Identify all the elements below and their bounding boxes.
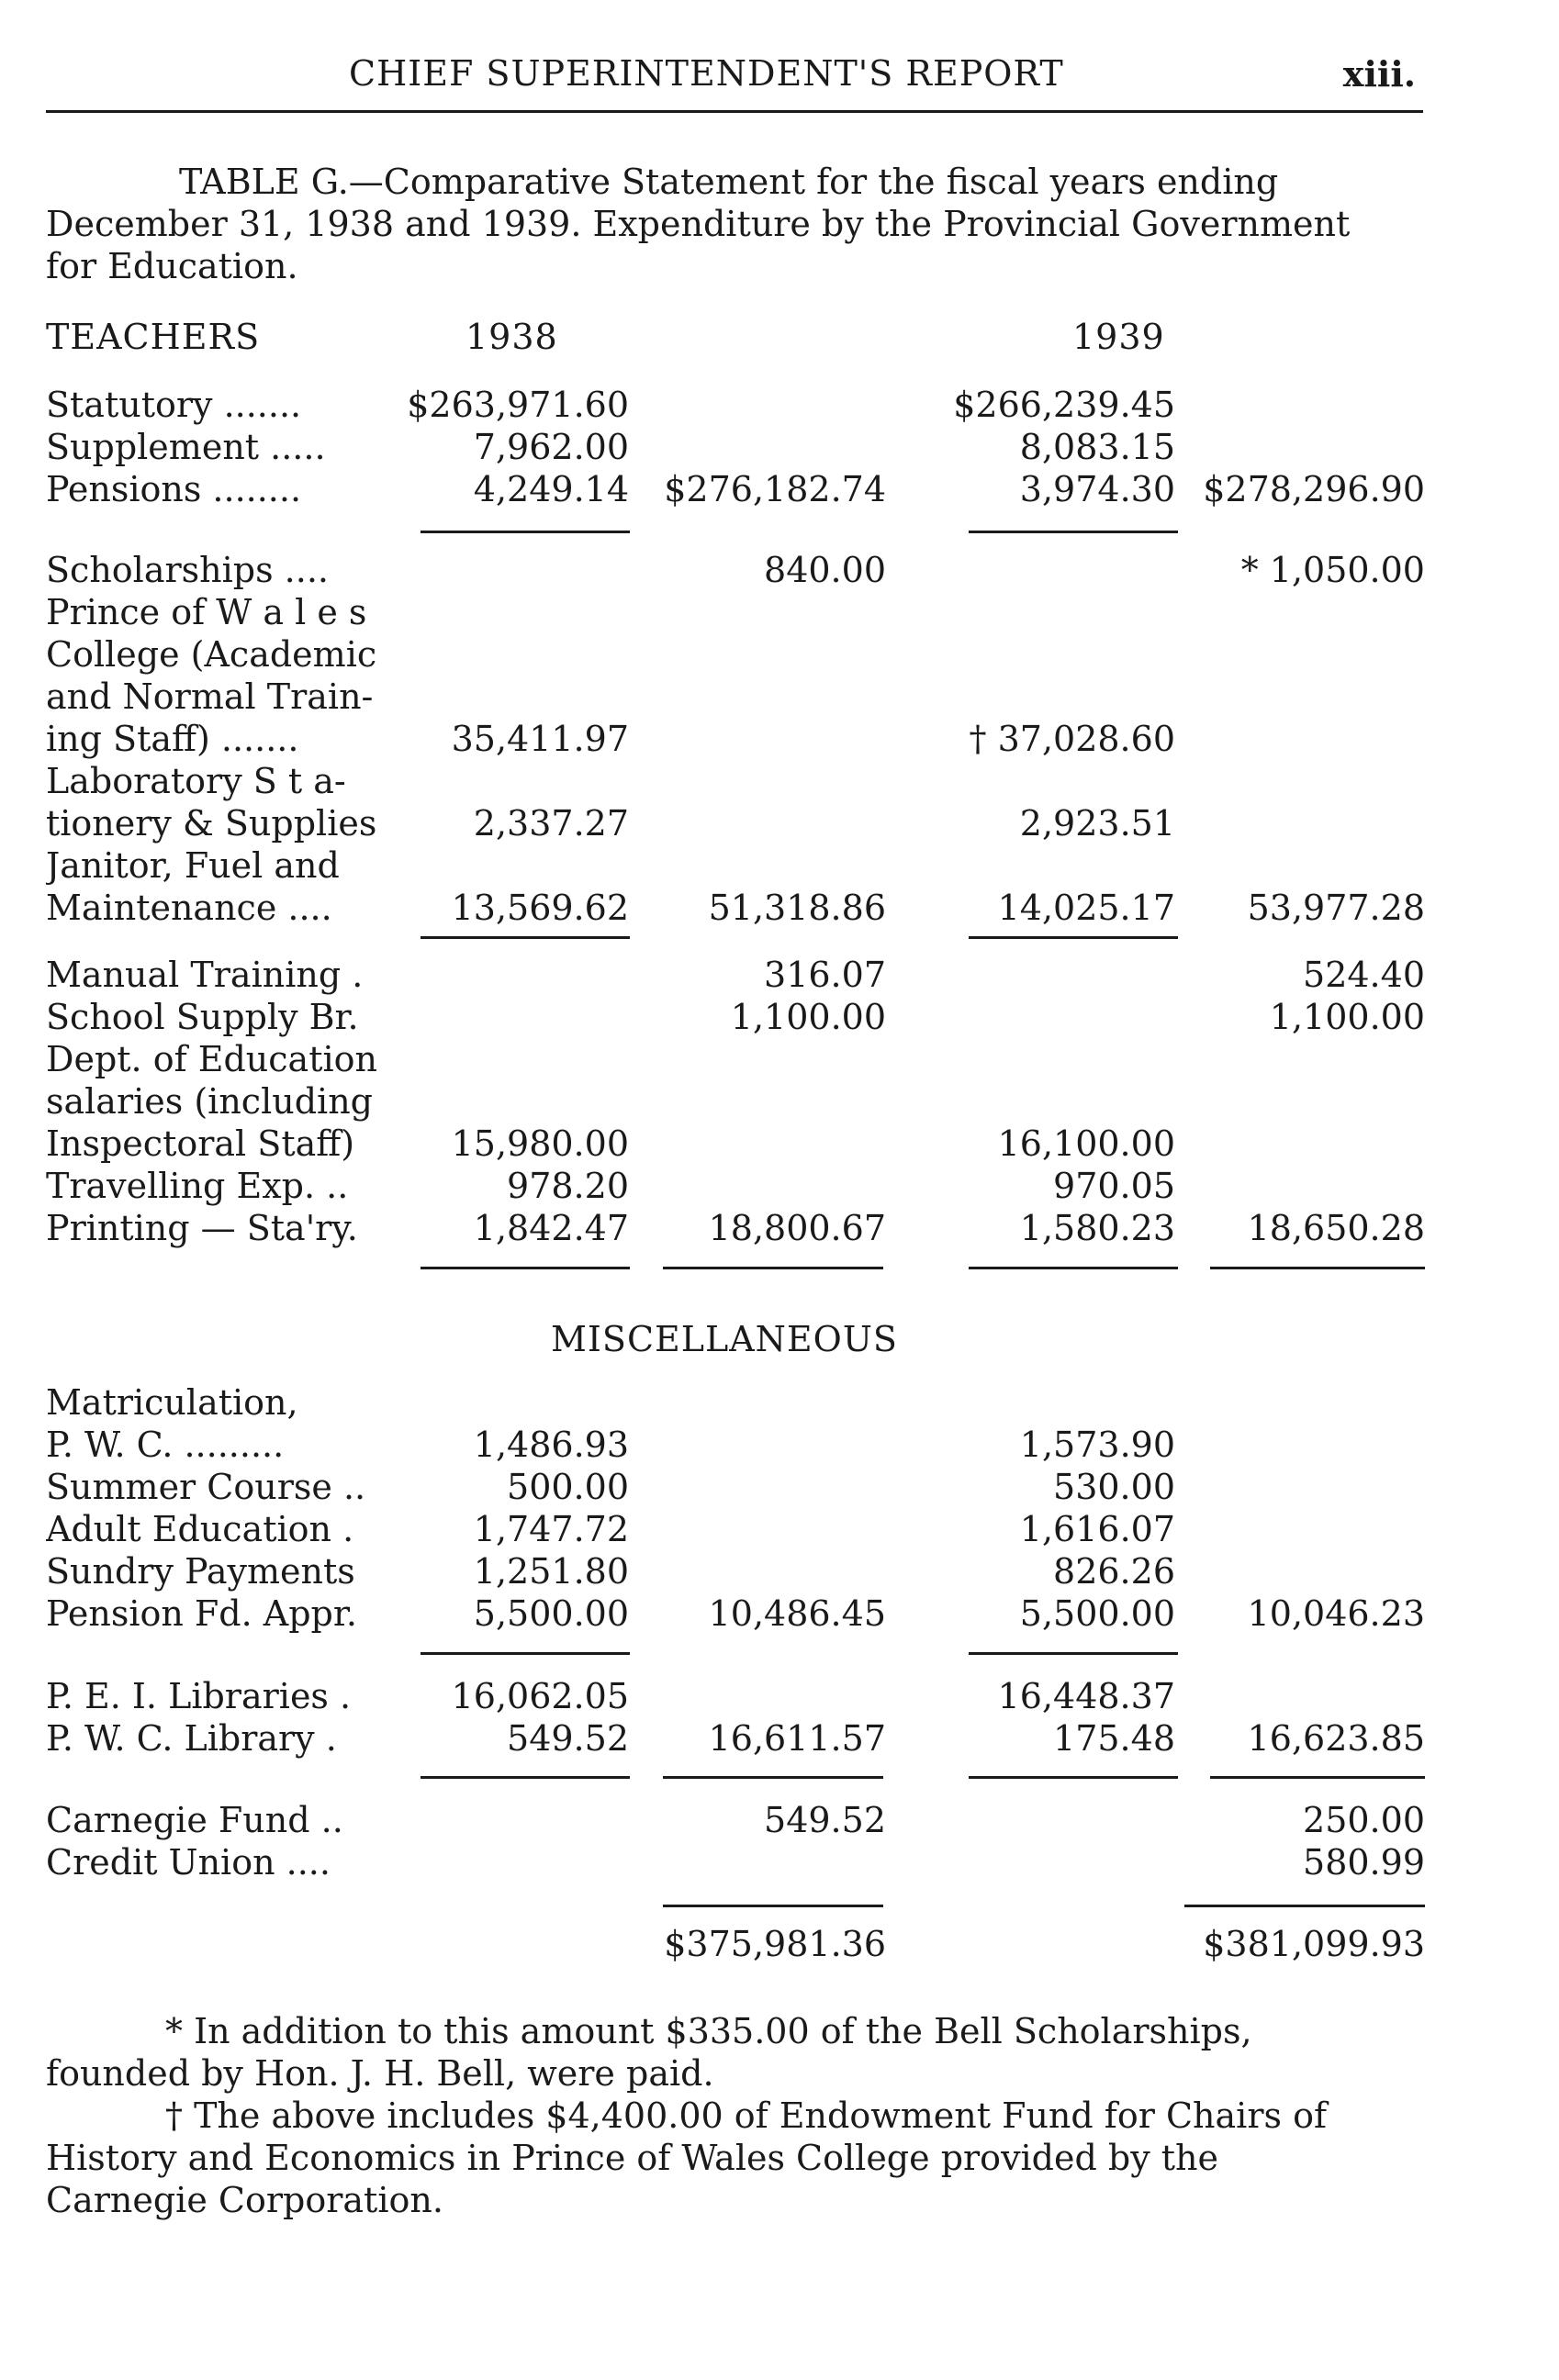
total-1938: $375,981.36 [664,1924,886,1964]
subtotal-rule [969,531,1178,533]
cell-1938-subtotal: 549.52 [764,1800,886,1840]
row-label: Sundry Payments [46,1551,355,1592]
subtotal-rule [421,531,630,533]
caption-line: TABLE G.—Comparative Statement for the fiscal years ending [179,162,1279,202]
table-row [0,1508,1559,1550]
cell-1939-item: 8,083.15 [1019,427,1175,467]
row-label: Prince of W a l e s [46,592,367,632]
row-label: Maintenance .... [46,888,332,928]
cell-1938-item: 2,337.27 [473,803,629,844]
row-label: Inspectoral Staff) [46,1123,355,1164]
cell-1939-subtotal: $278,296.90 [1203,469,1425,509]
subtotal-rule [969,936,1178,939]
footnote-line: Carnegie Corporation. [46,2180,443,2220]
cell-1939-subtotal: 1,100.00 [1269,997,1425,1037]
table-row [0,1592,1559,1635]
section-label-teachers: TEACHERS [46,317,261,357]
cell-1938-subtotal: 16,611.57 [708,1718,886,1759]
row-label: Pensions ........ [46,469,302,509]
row-label: Matriculation, [46,1382,298,1423]
table-row [0,1424,1559,1466]
footnote-line: History and Economics in Prince of Wales College provided by the [46,2138,1219,2178]
subtotal-rule [1210,1267,1425,1269]
table-row [0,887,1559,929]
cell-1938-subtotal: 51,318.86 [708,888,886,928]
table-row [0,676,1559,718]
row-label: Adult Education . [46,1509,354,1549]
subtotal-rule [969,1776,1178,1779]
cell-1939-subtotal: 53,977.28 [1247,888,1425,928]
row-label: Carnegie Fund .. [46,1800,343,1840]
subtotal-rule [663,1905,883,1907]
total-1939: $381,099.93 [1203,1924,1425,1964]
cell-1938-item: 13,569.62 [451,888,629,928]
table-row [0,1207,1559,1249]
subtotal-rule [663,1776,883,1779]
cell-1939-item: 970.05 [1053,1166,1175,1206]
table-row [0,549,1559,591]
row-label: P. W. C. Library . [46,1718,337,1759]
page-number: xiii. [1342,53,1416,95]
cell-1938-item: 1,486.93 [473,1425,629,1465]
table-row [0,426,1559,468]
footnote-line: † The above includes $4,400.00 of Endowment Fund for Chairs of [165,2095,1328,2136]
caption-line: December 31, 1938 and 1939. Expenditure by the Provincial Government [46,204,1351,244]
cell-1938-subtotal: $276,182.74 [664,469,886,509]
row-label: Janitor, Fuel and [46,845,340,886]
footnote-endowment-fund [46,2095,1432,2221]
cell-1939-item: 14,025.17 [997,888,1175,928]
row-label: Statutory ....... [46,385,302,425]
cell-1939-subtotal: 250.00 [1303,1800,1425,1840]
row-label: and Normal Train- [46,676,374,717]
cell-1939-item: 1,573.90 [1019,1425,1175,1465]
cell-1938-item: 549.52 [507,1718,629,1759]
subtotal-rule [421,1776,630,1779]
cell-1939-item: $266,239.45 [953,385,1175,425]
row-label: College (Academic [46,634,377,675]
row-label: Credit Union .... [46,1842,331,1883]
table-row [0,1165,1559,1207]
cell-1939-subtotal: 580.99 [1303,1842,1425,1883]
table-row [0,384,1559,426]
row-label: Pension Fd. Appr. [46,1593,357,1634]
cell-1938-item: 1,251.80 [473,1551,629,1592]
row-label: Laboratory S t a- [46,761,346,801]
table-row [0,1675,1559,1717]
table-row [0,633,1559,676]
section-title-miscellaneous: MISCELLANEOUS [551,1319,898,1359]
cell-1939-item: 1,616.07 [1019,1509,1175,1549]
footnote-line: founded by Hon. J. H. Bell, were paid. [46,2053,714,2094]
subtotal-rule [1210,1776,1425,1779]
table-row [0,1799,1559,1841]
row-label: Manual Training . [46,955,364,995]
cell-1939-item: 3,974.30 [1019,469,1175,509]
table-row [0,468,1559,510]
table-row [0,1038,1559,1080]
table-row [0,718,1559,760]
row-label: salaries (including [46,1081,373,1122]
cell-1939-item: 5,500.00 [1019,1593,1175,1634]
table-row [0,844,1559,887]
row-label: tionery & Supplies [46,803,377,844]
table-row [0,1717,1559,1760]
caption-line: for Education. [46,246,298,286]
cell-1939-item: 1,580.23 [1019,1208,1175,1248]
table-row [0,996,1559,1038]
table-row [0,954,1559,996]
subtotal-rule [421,936,630,939]
table-row [0,802,1559,844]
cell-1938-item: 35,411.97 [451,719,629,759]
row-label: P. W. C. ......... [46,1425,285,1465]
row-label: School Supply Br. [46,997,359,1037]
cell-1938-item: 978.20 [507,1166,629,1206]
cell-1938-subtotal: 1,100.00 [730,997,886,1037]
table-row [0,591,1559,633]
row-label: Printing — Sta'ry. [46,1208,358,1248]
table-caption [46,161,1432,287]
subtotal-rule [663,1267,883,1269]
cell-1939-subtotal: 524.40 [1303,955,1425,995]
running-head [46,46,1423,113]
cell-1938-item: 5,500.00 [473,1593,629,1634]
subtotal-rule [421,1267,630,1269]
table-row [0,1123,1559,1165]
cell-1939-item: † 37,028.60 [969,719,1175,759]
column-year-1939: 1939 [1072,317,1165,357]
table-row [0,1466,1559,1508]
cell-1939-item: 16,448.37 [997,1676,1175,1716]
subtotal-rule [969,1267,1178,1269]
row-label: Scholarships .... [46,550,329,590]
row-label: Dept. of Education [46,1039,377,1079]
row-label: Supplement ..... [46,427,326,467]
table-row [0,1841,1559,1883]
cell-1939-subtotal: 18,650.28 [1247,1208,1425,1248]
row-label: Summer Course .. [46,1467,366,1507]
cell-1939-subtotal: 10,046.23 [1247,1593,1425,1634]
cell-1939-subtotal: 16,623.85 [1247,1718,1425,1759]
cell-1938-subtotal: 18,800.67 [708,1208,886,1248]
running-title: CHIEF SUPERINTENDENT'S REPORT [349,53,1064,94]
table-row [0,1080,1559,1123]
cell-1938-item: $263,971.60 [407,385,629,425]
cell-1939-item: 16,100.00 [997,1123,1175,1164]
row-label: ing Staff) ....... [46,719,299,759]
footnote-bell-scholarships [46,2010,1432,2095]
cell-1938-item: 4,249.14 [473,469,629,509]
row-label: Travelling Exp. .. [46,1166,349,1206]
cell-1938-item: 7,962.00 [473,427,629,467]
row-label: P. E. I. Libraries . [46,1676,352,1716]
table-row [0,1381,1559,1424]
cell-1939-item: 826.26 [1053,1551,1175,1592]
subtotal-rule [969,1652,1178,1655]
cell-1938-item: 16,062.05 [451,1676,629,1716]
column-year-1938: 1938 [465,317,558,357]
cell-1938-item: 1,747.72 [473,1509,629,1549]
cell-1939-item: 530.00 [1053,1467,1175,1507]
cell-1939-subtotal: * 1,050.00 [1240,550,1425,590]
cell-1938-subtotal: 316.07 [764,955,886,995]
table-row [0,760,1559,802]
cell-1938-item: 1,842.47 [473,1208,629,1248]
totals-row [0,1923,1559,1965]
cell-1938-subtotal: 10,486.45 [708,1593,886,1634]
cell-1938-item: 500.00 [507,1467,629,1507]
subtotal-rule [421,1652,630,1655]
cell-1939-item: 175.48 [1053,1718,1175,1759]
subtotal-rule [1184,1905,1425,1907]
table-row [0,1550,1559,1592]
footnote-line: * In addition to this amount $335.00 of the Bell Scholarships, [165,2011,1252,2051]
cell-1939-item: 2,923.51 [1019,803,1175,844]
cell-1938-item: 15,980.00 [451,1123,629,1164]
cell-1938-subtotal: 840.00 [764,550,886,590]
